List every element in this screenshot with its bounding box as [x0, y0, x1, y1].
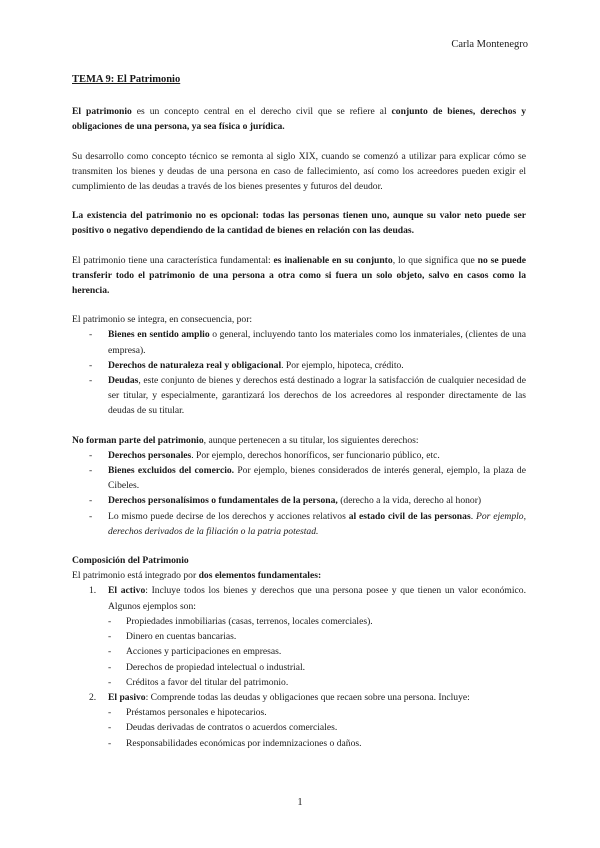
list-item: - Derechos personalísimos o fundamentales de la persona, (derecho a la vida, derecho al honor)	[72, 493, 526, 508]
composicion-lead: El patrimonio está integrado por dos elementos fundamentales:	[72, 570, 322, 582]
page-number: 1	[297, 797, 303, 808]
list-item: - Dinero en cuentas bancarias.	[108, 629, 526, 644]
integra-list	[72, 327, 526, 418]
list-item: - Responsabilidades económicas por indemnizaciones o daños.	[108, 736, 526, 751]
list-item: - Deudas, este conjunto de bienes y derechos está destinado a lograr la satisfacción de cualquier necesidad de ser titular, y especialmente, garantizará los derechos de los acreedores al responder directamente de las deudas de su titular.	[72, 373, 526, 419]
pasivo-item: 2. El pasivo: Comprende todas las deudas y obligaciones que recaen sobre una persona. Incluye: - Préstamos personales e hipotecarios. - Deudas derivadas de contratos o acuerdos comerciales. - Responsabilidades económicas por indemnizaciones o daños.	[72, 690, 526, 751]
list-item: - Bienes excluidos del comercio. Por ejemplo, bienes considerados de interés general, ejemplo, la plaza de Cibeles.	[72, 463, 526, 493]
author-name: Carla Montenegro	[451, 39, 528, 50]
paragraph-existence: La existencia del patrimonio no es opcional: todas las personas tienen uno, aunque su valor neto puede ser positivo o negativo dependiendo de la cantidad de bienes en relación con las deudas.	[72, 210, 526, 237]
list-item: - Bienes en sentido amplio o general, incluyendo tanto los materiales como los inmateriales, (clientes de una empresa).	[72, 327, 526, 357]
list-item: - Derechos de propiedad intelectual o industrial.	[108, 660, 526, 675]
document-body	[72, 72, 526, 751]
list-item: - Derechos personales. Por ejemplo, derechos honoríficos, ser funcionario público, etc.	[72, 448, 526, 463]
page-title: TEMA 9: El Patrimonio	[72, 74, 181, 85]
paragraph-history: Su desarrollo como concepto técnico se remonta al siglo XIX, cuando se comenzó a utilizar para explicar cómo se transmiten los bienes y deudas de una persona en caso de fallecimiento, así como los acreedores pueden exigir el cumplimiento de las deudas a través de los bienes presentes y futuros del deudor.	[72, 150, 526, 193]
list-item: - Préstamos personales e hipotecarios.	[108, 705, 526, 720]
activo-sublist	[108, 614, 526, 690]
no-forman-lead: No forman parte del patrimonio, aunque pertenecen a su titular, los siguientes derechos:	[72, 434, 419, 446]
activo-item: 1. El activo: Incluye todos los bienes y derechos que una persona posee y que tienen un valor económico. Algunos ejemplos son: - Propiedades inmobiliarias (casas, terrenos, locales comerciales). - Dinero en cuentas bancarias. - Acciones y participaciones en empresas. - Derechos de propiedad intelectual o industrial. - Créditos a favor del titular del patrimonio.	[72, 583, 526, 689]
paragraph-inalienable: El patrimonio tiene una característica fundamental: es inalienable en su conjunto, lo que significa que no se puede transferir todo el patrimonio de una persona a otra como si fuera un solo objeto, salvo en casos como la herencia.	[72, 254, 527, 297]
list-item: - Acciones y participaciones en empresas.	[108, 644, 526, 659]
composicion-list	[72, 583, 526, 750]
list-item: - Derechos de naturaleza real y obligacional. Por ejemplo, hipoteca, crédito.	[72, 358, 526, 373]
list-item: - Deudas derivadas de contratos o acuerdos comerciales.	[108, 720, 526, 735]
list-item: - Lo mismo puede decirse de los derechos y acciones relativos al estado civil de las personas. Por ejemplo, derechos derivados de la filiación o la patria potestad.	[72, 509, 526, 539]
integra-lead: El patrimonio se integra, en consecuencia, por:	[72, 314, 253, 326]
paragraph-definition: El patrimonio es un concepto central en el derecho civil que se refiere al conjunto de bienes, derechos y obligaciones de una persona, ya sea física o jurídica.	[72, 106, 526, 133]
list-item: - Créditos a favor del titular del patrimonio.	[108, 675, 526, 690]
no-forman-list	[72, 448, 526, 539]
list-item: - Propiedades inmobiliarias (casas, terrenos, locales comerciales).	[108, 614, 526, 629]
pasivo-sublist	[108, 705, 526, 751]
section-heading: Composición del Patrimonio	[72, 555, 189, 567]
